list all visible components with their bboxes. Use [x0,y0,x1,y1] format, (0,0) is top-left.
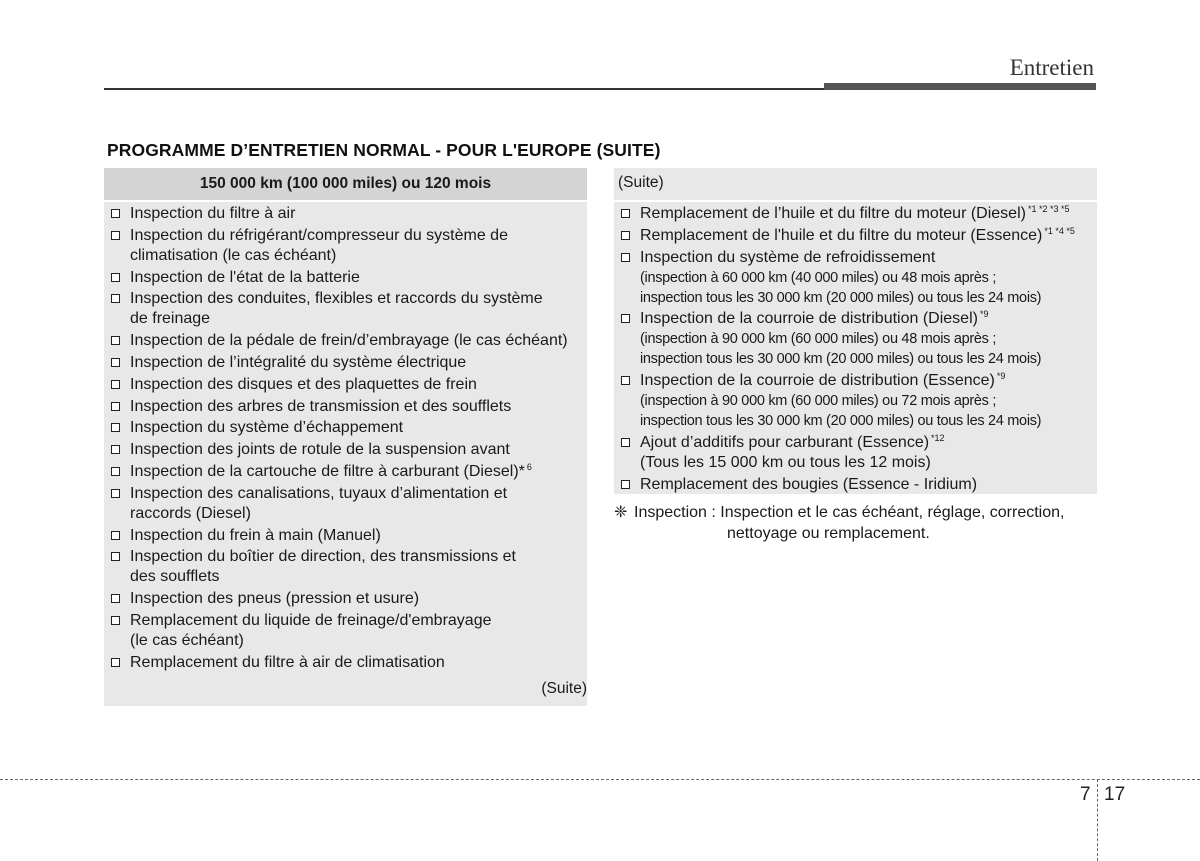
item-detail: inspection tous les 30 000 km (20 000 miles) ou tous les 24 mois) [640,289,1042,306]
item-continuation: (le cas échéant) [130,631,244,649]
checklist-item [108,418,581,438]
footnote-line: Inspection : Inspection et le cas échéant, réglage, correction, [634,504,1065,521]
checkbox-icon [111,423,120,432]
checklist-item [108,353,581,373]
item-label: Remplacement des bougies (Essence - Iridium) [640,475,978,493]
item-label: Remplacement de l'huile et du filtre du moteur (Essence) [640,226,1043,244]
item-detail: (inspection à 90 000 km (60 000 miles) ou 72 mois après ; [640,393,997,410]
item-continuation: raccords (Diesel) [130,504,251,522]
item-label: Inspection des pneus (pression et usure) [130,590,420,608]
checklist-item [618,226,1093,246]
checklist-right [614,202,1097,495]
item-label: Inspection de la pédale de frein/d’embrayage (le cas échéant) [130,332,568,350]
checkbox-icon [111,552,120,561]
checklist-item [108,204,581,224]
item-label: Inspection des conduites, flexibles et raccords du système [130,290,543,308]
footnote-ref: *9 [979,309,989,320]
item-label: Remplacement du liquide de freinage/d'embrayage [130,611,492,629]
item-label: Remplacement du filtre à air de climatisation [130,653,445,671]
checkbox-icon [621,231,630,240]
checklist-left [104,202,587,673]
checkbox-icon [621,376,630,385]
continued-label-top: (Suite) [614,168,1097,202]
checklist-item [108,526,581,546]
footnote-ref: *9 [996,371,1006,382]
page-chapter: 7 [1080,784,1091,805]
checklist-item [108,440,581,460]
item-label: Inspection du boîtier de direction, des transmissions et [130,548,516,566]
schedule-panel-right [614,168,1097,494]
item-detail: (inspection à 90 000 km (60 000 miles) ou 48 mois après ; [640,331,997,348]
checkbox-icon [111,380,120,389]
item-label: Remplacement de l’huile et du filtre du moteur (Diesel) [640,205,1026,222]
item-continuation: de freinage [130,310,211,328]
checkbox-icon [621,314,630,323]
page-number: 17 [1104,784,1126,805]
footnote-ref: *1 *4 *5 [1044,225,1075,236]
footer-divider-vertical [1097,779,1098,861]
item-label: Inspection de l'état de la batterie [130,268,360,286]
checklist-item [618,248,1093,308]
chapter-title: Entretien [1009,55,1094,80]
schedule-panel-left [104,168,587,706]
checkbox-icon [111,336,120,345]
checkbox-icon [111,358,120,367]
checkbox-icon [111,209,120,218]
checklist-item [108,331,581,351]
checklist-item [618,309,1093,369]
item-label: Inspection du filtre à air [130,205,296,222]
checkbox-icon [111,594,120,603]
checkbox-icon [621,480,630,489]
item-label: Inspection de la courroie de distribution (Essence) [640,372,995,390]
item-label: Inspection des canalisations, tuyaux d’alimentation et [130,484,508,502]
item-label: Inspection de la courroie de distribution (Diesel) [640,310,978,328]
section-title: PROGRAMME D’ENTRETIEN NORMAL - POUR L'EUROPE (SUITE) [107,140,661,160]
footnote [614,502,1104,544]
checkbox-icon [111,273,120,282]
footnote-ref: *12 [931,432,945,443]
checkbox-icon [111,616,120,625]
checkbox-icon [621,253,630,262]
footnote-ref: 6 [526,461,532,472]
checkbox-icon [111,467,120,476]
checkbox-icon [111,445,120,454]
checkbox-icon [111,402,120,411]
item-label: Ajout d’additifs pour carburant (Essence) [640,433,930,451]
continued-label: (Suite) [541,679,587,697]
checklist-item [618,433,1093,473]
checklist-item [108,653,581,673]
checkbox-icon [111,489,120,498]
header-rule-accent [824,83,1096,90]
footer-divider [0,779,1200,780]
checklist-item [108,397,581,417]
checkbox-icon [621,438,630,447]
checkbox-icon [111,531,120,540]
checklist-item [108,375,581,395]
footnote-line-2: nettoyage ou remplacement. [727,525,930,542]
item-continuation: climatisation (le cas échéant) [130,246,337,264]
checklist-item [618,475,1093,495]
checklist-item [108,226,581,266]
footnote-symbol: ❈ [614,504,628,521]
checklist-item [618,204,1093,224]
item-label: Inspection du réfrigérant/compresseur du système de [130,226,508,244]
item-detail: (inspection à 60 000 km (40 000 miles) ou 48 mois après ; [640,269,997,286]
footnote-ref: *1 *2 *3 *5 [1027,204,1070,214]
checkbox-icon [111,294,120,303]
item-label: Inspection du frein à main (Manuel) [130,526,381,544]
item-detail: inspection tous les 30 000 km (20 000 miles) ou tous les 24 mois) [640,351,1042,368]
checkbox-icon [621,209,630,218]
item-label: Inspection du système d’échappement [130,419,404,437]
checklist-item [108,289,581,329]
checklist-item [108,611,581,651]
checkbox-icon [111,658,120,667]
item-label: Inspection de la cartouche de filtre à carburant (Diesel)* [130,462,525,480]
checklist-item [108,268,581,288]
item-label: Inspection des arbres de transmission et des soufflets [130,397,512,415]
checklist-item [108,462,581,482]
item-continuation: (Tous les 15 000 km ou tous les 12 mois) [640,453,931,471]
checklist-item [618,371,1093,431]
item-label: Inspection des joints de rotule de la suspension avant [130,441,510,459]
item-label: Inspection des disques et des plaquettes de frein [130,375,477,393]
item-continuation: des soufflets [130,568,220,586]
checklist-item [108,484,581,524]
checklist-item [108,589,581,609]
interval-heading: 150 000 km (100 000 miles) ou 120 mois [104,168,587,202]
item-label: Inspection du système de refroidissement [640,248,936,266]
checkbox-icon [111,231,120,240]
item-label: Inspection de l’intégralité du système électrique [130,353,467,371]
checklist-item [108,547,581,587]
item-detail: inspection tous les 30 000 km (20 000 miles) ou tous les 24 mois) [640,413,1042,430]
header-rule [104,88,824,90]
